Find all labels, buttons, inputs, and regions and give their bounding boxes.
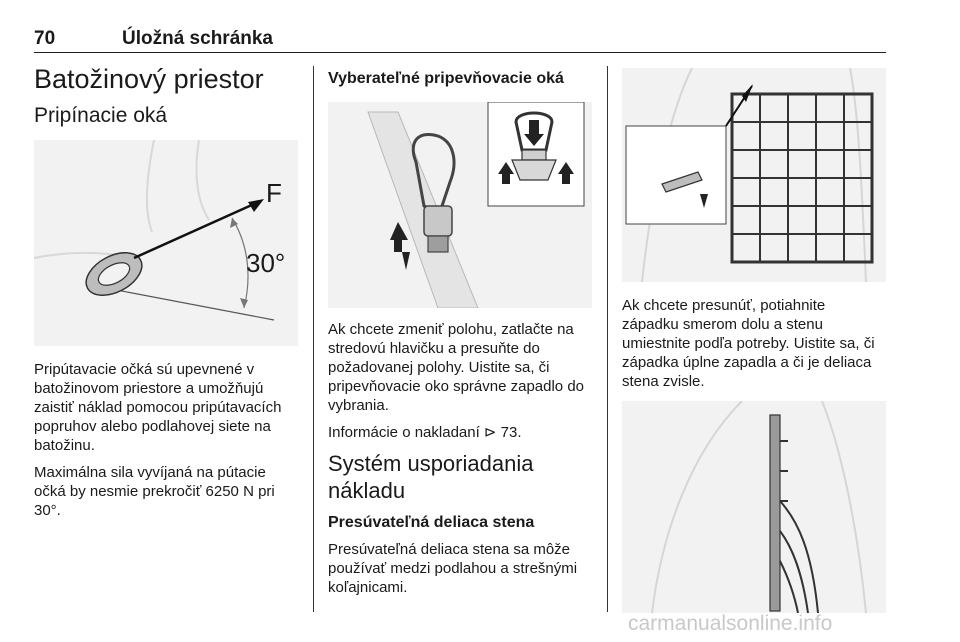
divider-wall-figure	[622, 401, 886, 613]
reposition-paragraph: Ak chcete zmeniť polohu, zatlačte na stredovú hlavičku a presuňte do požadovanej polohy. Uistite sa, či pripevňovacie oko správne zapadlo do vybrania.	[328, 321, 585, 414]
cargo-net-figure	[622, 68, 886, 282]
movable-divider-paragraph: Presúvateľná deliaca stena sa môže používať medzi podlahou a strešnými koľajnicami.	[328, 541, 578, 596]
cargo-net-illustration	[622, 68, 886, 282]
tie-down-eye-illustration	[34, 140, 298, 346]
tie-down-paragraph-1: Pripútavacie očká sú upevnené v batožinovom priestore a umožňujú zaistiť náklad pomocou pripútavacích popruhov alebo podlahovej siete na batožinu.	[34, 361, 282, 454]
tie-down-eye-figure	[34, 140, 298, 346]
divider-wall-illustration	[622, 401, 886, 613]
column-divider-1	[313, 66, 314, 612]
section-title: Batožinový priestor	[34, 64, 264, 94]
tie-down-paragraph-2: Maximálna sila vyvíjaná na pútacie očká by nesmie prekročiť 6250 N pri 30°.	[34, 464, 275, 519]
column-1	[34, 62, 300, 528]
movable-divider-heading: Presúvateľná deliaca stena	[328, 514, 535, 531]
force-label: F	[266, 178, 282, 208]
column-divider-2	[607, 66, 608, 612]
move-divider-paragraph: Ak chcete presunúť, potiahnite západku smerom dolu a stenu umiestnite podľa potreby. Uistite sa, či západka úplne zapadla a či je deliaca stena zvisle.	[622, 297, 875, 390]
removable-eye-illustration	[328, 102, 592, 308]
loading-reference[interactable]: Informácie o nakladaní ⊳ 73.	[328, 424, 522, 441]
subsection-title: Pripínacie oká	[34, 104, 168, 127]
removable-eyes-heading: Vyberateľné pripevňovacie oká	[328, 70, 564, 87]
load-system-title: Systém usporiadania nákladu	[328, 451, 534, 503]
angle-label: 30°	[246, 248, 286, 278]
removable-eye-figure	[328, 102, 592, 308]
site-watermark: carmanualsonline.info	[628, 612, 833, 635]
page-header	[34, 22, 886, 53]
column-3	[622, 62, 886, 613]
running-title: Úložná schránka	[122, 28, 273, 49]
column-2	[328, 62, 592, 605]
page-number: 70	[34, 28, 56, 49]
